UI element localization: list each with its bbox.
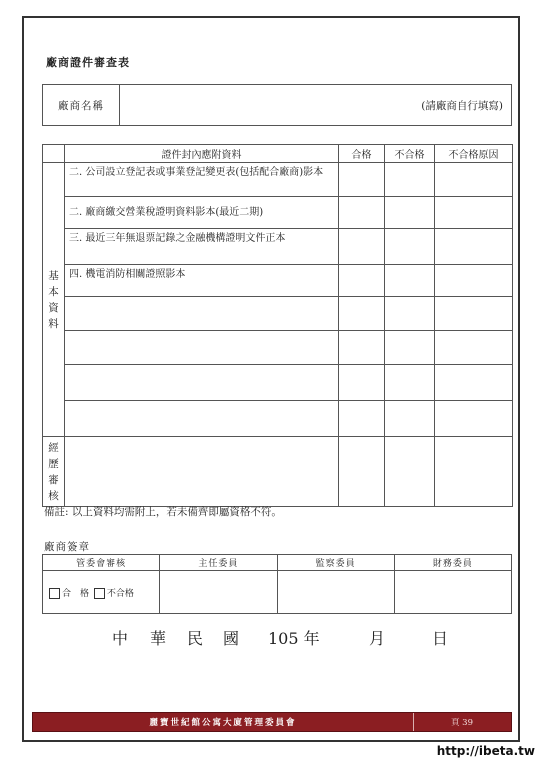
signature-table [42,554,512,614]
pass-cell[interactable] [339,437,385,507]
committee-review-cell [43,571,160,614]
vendor-signature-title: 廠商簽章 [44,541,90,553]
empty-item-cell[interactable] [65,437,339,507]
pass-cell[interactable] [339,197,385,229]
pass-cell[interactable] [339,265,385,297]
header-treasurer: 財務委員 [394,555,511,571]
fail-cell[interactable] [385,163,435,197]
header-blank [43,145,65,163]
pass-cell[interactable] [339,297,385,331]
section-experience-review: 經歷審核 [43,437,65,507]
date-char: 民 [187,629,204,648]
table-row [43,401,513,437]
signature-header-row [43,555,512,571]
pass-cell[interactable] [339,401,385,437]
item-bank-certificate: 三. 最近三年無退票記錄之金融機構證明文件正本 [65,229,339,265]
vendor-name-field[interactable] [120,85,381,125]
header-supervisor: 監察委員 [277,555,394,571]
table-row [43,265,513,297]
document-page [22,16,520,742]
date-month: 月 [369,629,386,648]
chairman-signature-cell[interactable] [160,571,277,614]
fail-reason-cell[interactable] [435,437,513,507]
watermark: http://ibeta.tw [436,744,535,758]
pass-cell[interactable] [339,331,385,365]
fail-reason-cell[interactable] [435,197,513,229]
section-basic-info: 基本資料 [43,163,65,437]
table-row [43,331,513,365]
vendor-name-hint: (請廠商自行填寫) [421,99,503,112]
header-committee-review: 管委會審核 [43,555,160,571]
fail-reason-cell[interactable] [435,163,513,197]
fail-cell[interactable] [385,265,435,297]
table-row [43,197,513,229]
empty-item-cell[interactable] [65,365,339,401]
signature-row [43,571,512,614]
fail-checkbox[interactable] [94,588,105,599]
fail-cell[interactable] [385,197,435,229]
fail-cell[interactable] [385,297,435,331]
table-row [43,229,513,265]
fail-checkbox-label: 不合格 [106,588,134,599]
header-pass: 合格 [339,145,385,163]
item-business-tax: 二. 廠商繳交營業稅證明資料影本(最近二期) [65,197,339,229]
supervisor-signature-cell[interactable] [277,571,394,614]
date-char: 中 [112,629,129,648]
footer-page-number: 頁 39 [450,718,474,728]
treasurer-signature-cell[interactable] [394,571,511,614]
item-fire-license: 四. 機電消防相關證照影本 [65,265,339,297]
table-row [43,297,513,331]
pass-checkbox[interactable] [49,588,60,599]
document-title: 廠商證件審查表 [46,56,130,69]
vendor-name-label: 廠商名稱 [43,85,120,125]
fail-reason-cell[interactable] [435,297,513,331]
date-char: 國 [223,629,240,648]
pass-checkbox-label: 合 格 [62,588,90,599]
fail-cell[interactable] [385,365,435,401]
fail-reason-cell[interactable] [435,229,513,265]
header-fail: 不合格 [385,145,435,163]
pass-cell[interactable] [339,163,385,197]
empty-item-cell[interactable] [65,297,339,331]
fail-cell[interactable] [385,229,435,265]
vendor-name-box [42,84,512,126]
table-row [43,163,513,197]
fail-reason-cell[interactable] [435,365,513,401]
header-fail-reason: 不合格原因 [435,145,513,163]
empty-item-cell[interactable] [65,401,339,437]
fail-reason-cell[interactable] [435,331,513,365]
pass-cell[interactable] [339,365,385,401]
remark-note: 備註: 以上資料均需附上，若未備齊即屬資格不符。 [44,506,282,518]
header-chairman: 主任委員 [160,555,277,571]
empty-item-cell[interactable] [65,331,339,365]
footer-bar [32,712,512,732]
footer-organization: 麗寶世紀館公寓大廈管理委員會 [33,713,414,731]
pass-cell[interactable] [339,229,385,265]
fail-reason-cell[interactable] [435,401,513,437]
table-row [43,365,513,401]
header-required-docs: 證件封內應附資料 [65,145,339,163]
table-header-row [43,145,513,163]
fail-cell[interactable] [385,437,435,507]
date-char: 華 [150,629,167,648]
fail-cell[interactable] [385,401,435,437]
fail-reason-cell[interactable] [435,265,513,297]
fail-cell[interactable] [385,331,435,365]
table-row [43,437,513,507]
date-day: 日 [432,629,449,648]
date-year: 105 年 [268,629,320,648]
document-check-table [42,144,513,507]
item-company-registration: 二. 公司設立登記表或事業登記變更表(包括配合廠商)影本 [65,163,339,197]
